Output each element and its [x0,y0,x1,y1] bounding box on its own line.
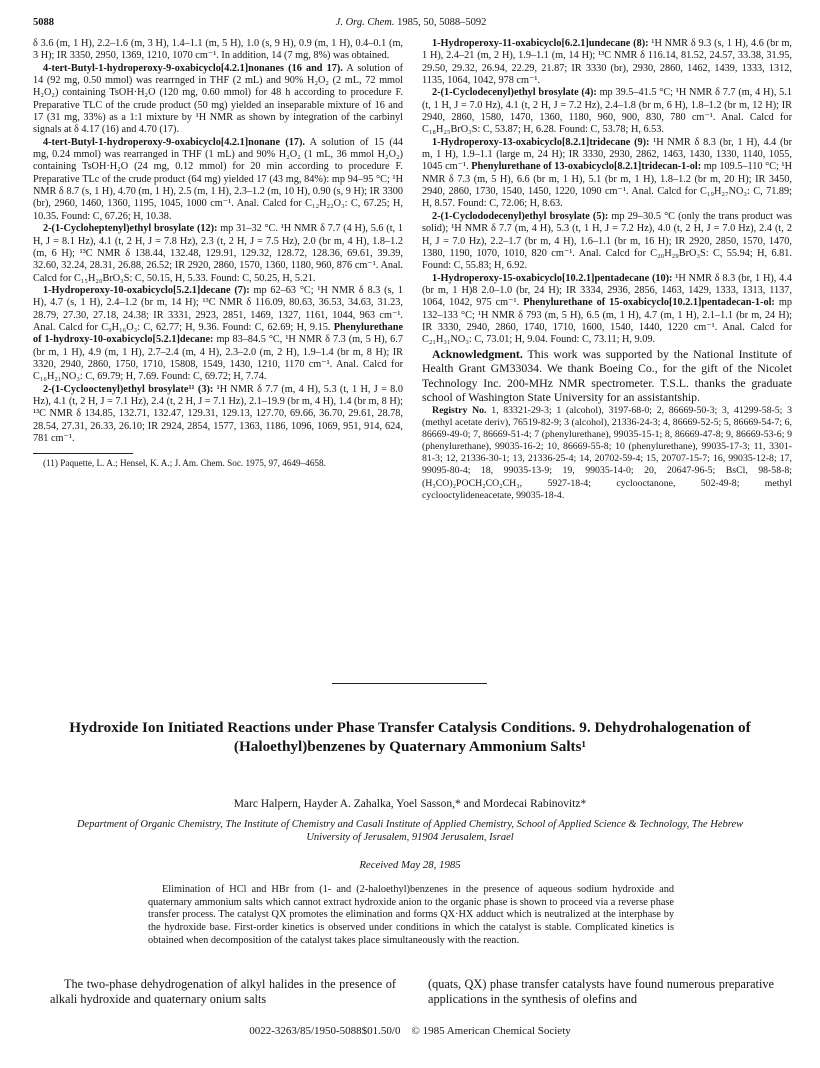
journal-name: J. Org. Chem. [335,17,395,28]
experimental-paragraph: 1-Hydroperoxy-11-oxabicyclo[6.2.1]undecane (8): ¹H NMR δ 9.3 (s, 1 H), 4.6 (br m, 1 H), 2.4–21 (m, 2 H), 1.9–1.1 (m, 14 H); ¹³C NMR δ 116.14, 81.52, 24.57, 33.38, 31.95, 29.50, 29.32, 26.94, 22.29, 21.87; IR 3330 (br), 2930, 2860, 1462, 1439, 1333, 1312, 1135, 1064, 1042, 978 cm⁻¹. [422,38,792,87]
article-authors: Marc Halpern, Hayder A. Zahalka, Yoel Sasson,* and Mordecai Rabinovitz* [233,798,587,810]
right-column [422,38,792,502]
body-text-right: (quats, QX) phase transfer catalysts have found numerous preparative applications in the synthesis of olefins and [428,977,774,1006]
experimental-paragraph: 2-(1-Cyclododecenyl)ethyl brosylate (5): mp 29–30.5 °C (only the trans product was solid); ¹H NMR δ 7.7 (m, 4 H), 5.3 (t, 1 H, J = 7.2 Hz), 4.0 (t, 2 H, J = 7.0 Hz), 2.4 (t, 2 H, J = 7.0 Hz), 2.2–1.7 (br m, 4 H), 1.6–1.1 (br m, 16 H); IR 2920, 2850, 1570, 1470, 1380, 1190, 1070, 1010, 820 cm⁻¹. Anal. Calcd for C₂₀H₂₉BrO₃S: C, 55.94; H, 6.81. Found: C, 55.83; H, 6.92. [422,210,792,272]
registry-numbers: Registry No. 1, 83321-29-3; 1 (alcohol), 3197-68-0; 2, 86669-50-3; 3, 41299-58-5; 3 (methyl acetate deriv), 76519-82-9; 3 (alcohol), 21336-24-3; 4, 86669-52-5; 5, 86669-54-7; 6, 86669-49-0; 7, 86669-51-4; 7 (phenylurethane), 99035-15-1; 8, 86669-47-8; 9, 86669-53-6; 9 (phenylurethane), 99035-16-2; 10, 86669-55-8; 10 (phenylurethane), 99035-17-3; 11, 3301-81-3; 12, 21336-30-1; 13, 21336-25-4; 14, 20702-59-4; 15, 20707-15-7; 16, 99035-12-8; 17, 99095-80-4; 18, 99035-13-9; 19, 99035-14-0; 20, 20647-96-5; BsCl, 98-58-8; (H₃CO)₂POCH₂CO₂CH₃, 5927-18-4; cyclooctanone, 502-49-8; methyl cyclooctylideneacetate, 99035-18-4. [422,404,792,501]
experimental-paragraph: δ 3.6 (m, 1 H), 2.2–1.6 (m, 3 H), 1.4–1.1 (m, 5 H), 1.0 (s, 9 H), 0.9 (m, 1 H), 0.4–0.1 (m, 3 H); IR 3350, 2950, 1369, 1210, 1070 cm⁻¹. In addition, 14 (7 mg, 8%) was obtained. [33,38,403,62]
compound-heading: 4-tert-Butyl-1-hydroperoxy-9-oxabicyclo[4.2.1]nonanes (16 and 17). [43,62,343,74]
compound-heading: Phenylurethane of 13-oxabicyclo[8.2.1]tridecan-1-ol: [471,161,702,173]
experimental-paragraph: 2-(1-Cycloheptenyl)ethyl brosylate (12): mp 31–32 °C. ¹H NMR δ 7.7 (4 H), 5.6 (t, 1 H, J = 8.1 Hz), 4.1 (t, 2 H, J = 7.8 Hz), 2.3 (t, 2 H, J = 7.5 Hz), 2.0 (br m, 4 H), 1.8–1.2 (m, 6 H); ¹³C NMR δ 138.44, 132.48, 129.91, 129.32, 128.72, 128.36, 69.61, 39.39, 32.60, 32.24, 28.31, 26.88, 26.52; IR 2920, 2860, 1570, 1360, 1180, 960, 876 cm⁻¹. Anal. Calcd for C₁₅H₂₀BrO₃S: C, 50.15, H, 5.33. Found: C, 50.25, H, 5.21. [33,223,403,284]
compound-heading: 2-(1-Cyclodecenyl)ethyl brosylate (4): [432,87,597,99]
journal-citation: 1985, 50, 5088–5092 [397,17,487,28]
compound-heading: 2-(1-Cyclododecenyl)ethyl brosylate (5): [432,210,609,222]
compound-heading: 1-Hydroperoxy-11-oxabicyclo[6.2.1]undecane (8): [432,38,649,49]
left-column [33,38,403,470]
compound-heading: 4-tert-Butyl-1-hydroperoxy-9-oxabicyclo[4.2.1]nonane (17). [43,136,305,148]
acknowledgment-heading: Acknowledgment. [432,346,523,361]
compound-heading: 1-Hydroperoxy-15-oxabicyclo[10.2.1]pentadecane (10): [432,272,673,284]
article-title: Hydroxide Ion Initiated Reactions under Phase Transfer Catalysis Conditions. 9. Dehydrohalogenation of (Haloethyl)benzenes by Quaternary Ammonium Salts¹ [69,719,751,755]
running-header [33,16,789,30]
acknowledgment: Acknowledgment. This work was supported by the National Institute of Health Grant GM33034. We thank Boeing Co., for the gift of the Nicolet Technology Inc. 200-MHz NMR spectrometer. T.S.L. thanks the graduate school of Washington State University for an assistantship. [422,346,792,405]
registry-heading: Registry No. [432,404,487,416]
compound-heading: 2-(1-Cycloheptenyl)ethyl brosylate (12): [43,223,218,235]
body-text-left: The two-phase dehydrogenation of alkyl halides in the presence of alkali hydroxide and quaternary onium salts [50,977,396,1006]
compound-heading: Phenylurethane of 15-oxabicyclo[10.2.1]pentadecan-1-ol: [523,297,775,309]
experimental-paragraph: 4-tert-Butyl-1-hydroperoxy-9-oxabicyclo[4.2.1]nonane (17). A solution of 15 (44 mg, 0.24 mmol) was rearranged in THF (1 mL) and 90% H₂O₂ (1 mL, 36 mmol H₂O₂) containing TsOH·H₂O (24 mg, 0.12 mmol) for 20 min according to procedure F. Preparative TLc of the crude product (64 mg) yielded 17 (43 mg, 84%): mp 94–95 °C; ¹H NMR δ 8.7 (s, 1 H), 4.70 (m, 1 H), 2.5 (m, 1 H), 2.3–1.2 (m, 10 H), 0.90 (s, 9 H); IR 3300 (br), 2960, 1460, 1360, 1195, 1045, 1000 cm⁻¹. Anal. Calcd for C₁₂H₂₂O₃: C, 67.25; H, 10.35. Found: C, 67.26; H, 10.38. [33,136,403,222]
page-number: 5088 [33,17,54,28]
received-date: Received May 28, 1985 [359,859,461,871]
experimental-paragraph: 1-Hydroperoxy-10-oxabicyclo[5.2.1]decane (7): mp 62–63 °C; ¹H NMR δ 8.3 (s, 1 H), 4.7 (s, 1 H), 2.4–1.2 (br m, 14 H); ¹³C NMR δ 116.09, 80.63, 36.53, 34.63, 31.23, 28.79, 27.30, 27.18, 24.38; IR 3331, 2923, 2851, 1469, 1327, 1161, 1044, 963 cm⁻¹. Anal. Calcd for C₉H₁₆O₃: C, 62.77; H, 9.36. Found: C, 62.69; H, 9.15. Phenylurethane of 1-hydroxy-10-oxabicyclo[5.2.1]decane: mp 83–84.5 °C, ¹H NMR δ 7.3 (m, 5 H), 6.7 (br m, 1 H), 4.9 (m, 1 H), 2.7–2.4 (m, 4 H), 2.3–2.0 (m, 2 H), 1.9–1.4 (br m, 8 H); IR 3320, 2940, 2860, 1750, 1710, 15808, 1549, 1430, 1210, 1170 cm⁻¹. Anal. Calcd for C₁₆H₂₁NO₃: C, 69.79; H, 7.69. Found: C, 69.72; H, 7.74. [33,284,403,383]
footnote: (11) Paquette, L. A.; Hensel, K. A.; J. Am. Chem. Soc. 1975, 97, 4649–4658. [43,458,326,469]
compound-heading: 2-(1-Cyclooctenyl)ethyl brosylate¹¹ (3): [43,383,214,395]
experimental-paragraph: 2-(1-Cyclodecenyl)ethyl brosylate (4): mp 39.5–41.5 °C; ¹H NMR δ 7.7 (m, 4 H), 5.1 (t, 1 H, J = 7.0 Hz), 4.1 (t, 2 H, J = 7.2 Hz), 2.4–1.8 (br m, 6 H), 1.8–1.2 (br m, 12 H); IR 2940, 2860, 1580, 1470, 1360, 1180, 960, 900, 830, 780 cm⁻¹. Anal. Calcd for C₁₈H₂₅BrO₃S: C, 53.87; H, 6.28. Found: C, 53.78; H, 6.53. [422,87,792,136]
author-affiliation: Department of Organic Chemistry, The Institute of Chemistry and Casali Institute of Applied Chemistry, School of Applied Science & Technology, The Hebrew University of Jerusalem, 91904 Jerusalem, Israel [76,819,744,844]
article-separator [332,683,487,684]
page-footer [60,1024,760,1038]
compound-heading: 1-Hydroperoxy-10-oxabicyclo[5.2.1]decane (7): [43,284,250,296]
experimental-paragraph: 4-tert-Butyl-1-hydroperoxy-9-oxabicyclo[4.2.1]nonanes (16 and 17). A solution of 14 (92 mg, 0.50 mmol) was rearrnged in THF (2 mL) and 90% H₂O₂ (2 mL, 72 mmol H₂O₂) containing TsOH·H₂O (120 mg, 0.60 mmol) for 48 h according to procedure F. Preparative TLC of the crude product (50 mg) yielded an inseparable mixture of 16 and 17 (31 mg, 33%) as a 1:1 mixture by ¹H NMR as shown by integration of the carbinyl signals at δ 4.17 (16) and 4.70 (17). [33,62,403,136]
abstract: Elimination of HCl and HBr from (1- and (2-haloethyl)benzenes in the presence of aqueous sodium hydroxide and quaternary ammonium salts which cannot extract hydroxide anion to the organic phase is shown to proceed via a reverse phase transfer process. The catalyst QX promotes the elimination and forms QX·HX adduct which is neutralized at the interphase by the hydroxide base. First-order kinetics is observed under conditions in which the catalyst is stable. Complicated kinetics is obtained when decomposition of the catalyst takes place simultaneously with the reaction. [148,884,674,946]
compound-heading: Phenylurethane of 1-hydroxy-10-oxabicyclo[5.2.1]decane: [33,321,403,346]
compound-heading: 1-Hydroperoxy-13-oxabicyclo[8.2.1]tridecane (9): [432,136,650,148]
experimental-paragraph: 1-Hydroperoxy-13-oxabicyclo[8.2.1]tridecane (9): ¹H NMR δ 8.3 (br, 1 H), 4.4 (br m, 1 H), 1.9–1.1 (large m, 24 H); IR 3330, 2930, 2862, 1463, 1430, 1330, 1140, 1055, 1045 cm⁻¹. Phenylurethane of 13-oxabicyclo[8.2.1]tridecan-1-ol: mp 109.5–110 °C; ¹H NMR δ 7.3 (m, 5 H), 6.6 (br m, 1 H), 5.1 (br m, 1 H), 1.8–1.2 (br m, 20 H); IR 3450, 2940, 2860, 1730, 1540, 1450, 1220, 1090 cm⁻¹. Anal. Calcd for C₁₉H₂₇NO₃: C, 71.89; H, 8.57. Found: C, 72.06; H, 8.63. [422,136,792,210]
experimental-paragraph: 1-Hydroperoxy-15-oxabicyclo[10.2.1]pentadecane (10): ¹H NMR δ 8.3 (br, 1 H), 4.4 (br m, 1 H)8 2.0–1.0 (br, 24 H); IR 3334, 2936, 2856, 1463, 1429, 1333, 1313, 1137, 1064, 1042, 975 cm⁻¹. Phenylurethane of 15-oxabicyclo[10.2.1]pentadecan-1-ol: mp 132–133 °C; ¹H NMR δ 793 (m, 5 H), 6.5 (m, 1 H), 4.7 (m, 1 H), 2.1–1.1 (br m, 24 H); IR 3330, 2940, 2860, 1740, 1710, 1600, 1540, 1440, 1220 cm⁻¹. Anal. Calcd for C₂₁H₃₁NO₃: C, 73.01; H, 9.04. Found: C, 73.11; H, 9.09. [422,272,792,346]
article-code: 0022-3263/85/1950-5088$01.50/0 [249,1025,401,1037]
footnote-divider [33,453,133,454]
copyright: © 1985 American Chemical Society [411,1025,571,1037]
experimental-paragraph: 2-(1-Cyclooctenyl)ethyl brosylate¹¹ (3): ¹H NMR δ 7.7 (m, 4 H), 5.3 (t, 1 H, J = 8.0 Hz), 4.1 (t, 2 H, J = 7.1 Hz), 2.4 (t, 2 H, J = 7.1 Hz), 2.1–19.9 (br m, 4 H), 1.4 (br m, 8 H); ¹³C NMR δ 134.85, 132.71, 132.47, 129.31, 129.13, 127.70, 69.66, 36.70, 29.61, 28.78, 28.54, 27.31, 26.33, 26.10; IR 2924, 2854, 1577, 1363, 1186, 1096, 1069, 951, 914, 624, 781 cm⁻¹. [33,383,403,444]
